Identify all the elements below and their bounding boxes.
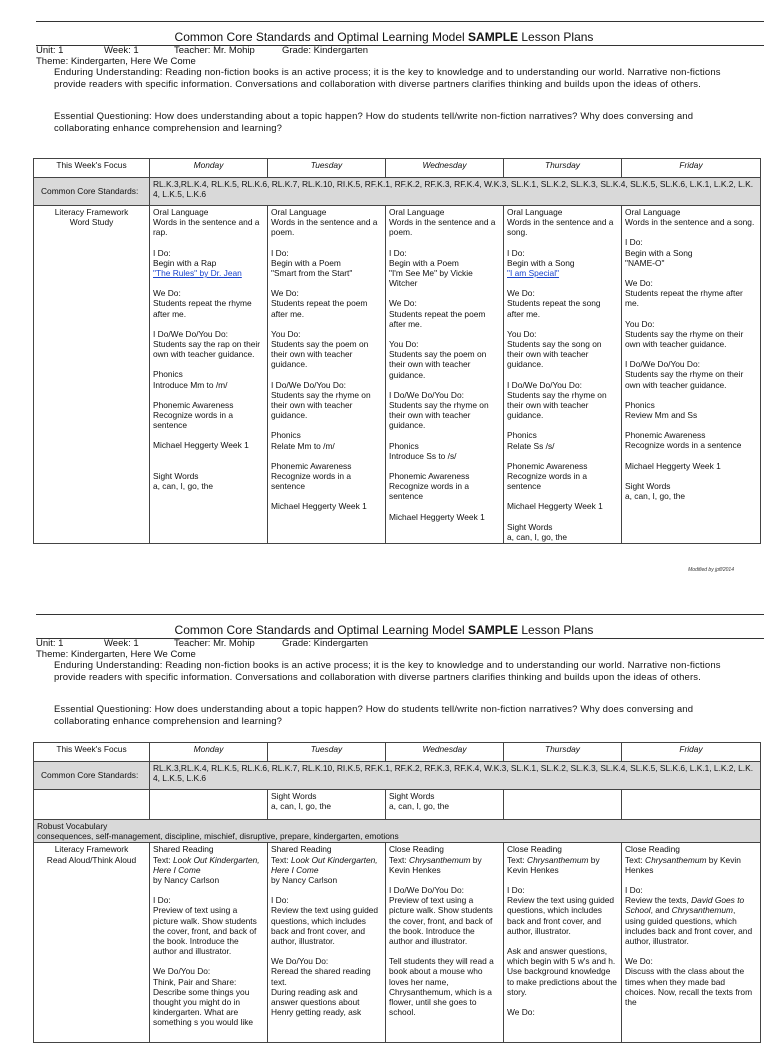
text: Students say the rap on their own with teacher guidance. (153, 339, 261, 360)
text: Students repeat the rhyme after me. (153, 298, 252, 319)
book-title: David Goes to School (625, 895, 745, 916)
text: Phonics (271, 430, 301, 441)
text: Students say the rhyme on their own with teacher guidance. (625, 369, 744, 390)
enduring-understanding: Enduring Understanding: Reading non-fiction books is an active process; it is the key to knowledge and to understanding our world. Narrative non-fictions provide readers with specific information. Conversations and collaboration with diverse partners clarifies thinking and builds upon the ideas of others. (54, 660, 721, 684)
text: Begin with a Poem (389, 257, 459, 268)
header-monday: Monday (150, 159, 268, 178)
text: We Do: (625, 956, 653, 967)
text: Students say the rhyme on their own with teacher guidance. (507, 389, 607, 421)
text: I Do: (153, 895, 171, 906)
lesson-table-2 (33, 742, 761, 1043)
header-wednesday: Wednesday (386, 159, 504, 178)
text: Recognize words in a sentence (625, 440, 742, 451)
text: We Do: (271, 288, 299, 299)
text: We Do: (625, 278, 653, 289)
grade-label: Grade: Kindergarten (282, 45, 369, 56)
text: Phonics (153, 369, 183, 380)
text: Students say the rhyme on their own with teacher guidance. (389, 400, 489, 431)
text: Students say the rhyme on their own with teacher guidance. (271, 389, 371, 421)
text: Begin with a Song (625, 247, 693, 258)
text: Words in the sentence and a song. (625, 217, 755, 228)
vocab-words: consequences, self-management, discipline, mischief, disruptive, prepare, kindergarten, emotions (37, 831, 399, 842)
text: Students say the poem on their own with teacher guidance. (389, 349, 487, 380)
text: Oral Language (389, 207, 445, 217)
text: Recognize words in a sentence (389, 481, 470, 502)
unit-label: Unit: 1 (36, 638, 64, 649)
text: I Do: (625, 885, 643, 896)
text: Oral Language (507, 207, 563, 217)
rap-link[interactable]: "The Rules" by Dr. Jean (153, 268, 242, 279)
theme-line: Theme: Kindergarten, Here We Come (36, 649, 196, 660)
text: We Do/You Do: (271, 956, 329, 967)
text: We Do/You Do: (153, 966, 211, 977)
text: Review the text using guided questions, which includes back and front cover, and author, illustrator. (271, 905, 379, 947)
text: a, can, I, go, the (625, 491, 686, 502)
word-study-thursday (504, 206, 622, 544)
text: I Do: (625, 237, 643, 248)
text: I Do/We Do/You Do: (389, 389, 464, 400)
header-focus: This Week's Focus (34, 743, 150, 762)
text: Words in the sentence and a poem. (389, 217, 496, 238)
text: You Do: (271, 328, 301, 339)
book-title: Chrysanthemum (645, 854, 707, 865)
text: by Kevin Henkes (507, 854, 600, 875)
title-suffix: Lesson Plans (518, 623, 594, 637)
read-aloud-label (34, 843, 150, 1043)
text: by Kevin Henkes (625, 854, 741, 875)
text: We Do: (153, 288, 181, 299)
book-title: Chrysanthemum (527, 854, 589, 865)
standards-list: RL.K.3,RL.K.4, RL.K.5, RL.K.6, RL.K.7, RL.K.10, RI.K.5, RF.K.1, RF.K.2, RF.K.3, RF.K.4, W.K.3, SL.K.1, SL.K.2, SL.K.3, SL.K.4, SL.K.5, SL.K.6, L.K.1, L.K.2, L.K. 4, L.K.5, L.K.6 (150, 178, 761, 206)
text: Oral Language (153, 207, 209, 217)
teacher-label: Teacher: Mr. Mohip (174, 45, 255, 56)
vocabulary-cell (34, 820, 761, 843)
text: Introduce Mm to /m/ (153, 379, 228, 390)
text: Phonemic Awareness (153, 399, 234, 410)
text: Preview of text using a picture walk. Show students the cover, front, and back of the book. Introduce the author and illustrator. (389, 895, 493, 947)
text: Begin with a Rap (153, 257, 217, 268)
header-thursday: Thursday (504, 159, 622, 178)
text: I Do/We Do/You Do: (271, 379, 346, 390)
standards-list: RL.K.3,RL.K.4, RL.K.5, RL.K.6, RL.K.7, RL.K.10, RI.K.5, RF.K.1, RF.K.2, RF.K.3, RF.K.4, W.K.3, SL.K.1, SL.K.2, SL.K.3, SL.K.4, SL.K.5, SL.K.6, L.K.1, L.K.2, L.K. 4, L.K.5, L.K.6 (150, 762, 761, 790)
text: a, can, I, go, the (153, 480, 214, 491)
text: Recognize words in a sentence (507, 471, 588, 492)
text: Sight Words (153, 470, 199, 481)
song-link[interactable]: "I am Special" (507, 268, 560, 279)
sight-words-tuesday (268, 790, 386, 820)
text: Sight Words (625, 480, 671, 491)
read-aloud-label-line1: Literacy Framework (54, 844, 129, 855)
title-prefix: Common Core Standards and Optimal Learning Model (174, 623, 469, 637)
text: Reread the shared reading text. (271, 966, 371, 987)
text: Michael Heggerty Week 1 (153, 440, 249, 451)
text: Preview of text using a picture walk. Show students the cover, front, and back of the book. Introduce the author and illustrator. (153, 905, 257, 957)
text: Phonemic Awareness (507, 460, 588, 471)
text: I Do: (153, 247, 171, 258)
text: Phonemic Awareness (625, 430, 706, 441)
text: Recognize words in a sentence (153, 410, 234, 431)
book-title: Chrysanthemum (671, 905, 734, 916)
standards-row (34, 178, 761, 206)
text: Shared Reading (153, 844, 214, 855)
text: Michael Heggerty Week 1 (625, 460, 721, 471)
word-study-friday (622, 206, 761, 544)
header-thursday: Thursday (504, 743, 622, 762)
text: Sight Words (271, 791, 317, 801)
text: Phonics (389, 440, 419, 451)
empty-cell (504, 790, 622, 820)
grade-label: Grade: Kindergarten (282, 638, 369, 649)
week-label: Week: 1 (104, 638, 139, 649)
text: Text: (153, 854, 174, 865)
essential-questioning: Essential Questioning: How does understanding about a topic happen? How do students tell/write non-fiction narratives? Why does conversing and collaborating enhance comprehension and learning? (54, 704, 694, 728)
text: Michael Heggerty Week 1 (507, 501, 603, 512)
unit-label: Unit: 1 (36, 45, 64, 56)
text: a, can, I, go, the (389, 801, 450, 812)
text: Students repeat the rhyme after me. (625, 288, 743, 309)
header-tuesday: Tuesday (268, 743, 386, 762)
text: by Kevin Henkes (389, 854, 482, 875)
read-aloud-label-line2: Read Aloud/Think Aloud (46, 854, 137, 865)
text: , and (650, 905, 672, 916)
text: Recognize words in a sentence (271, 471, 352, 492)
vocab-label: Robust Vocabulary (37, 821, 108, 831)
text: Begin with a Song (507, 257, 575, 268)
text: Sight Words (389, 791, 435, 801)
text: Text: (389, 854, 410, 865)
text: Michael Heggerty Week 1 (389, 511, 485, 522)
enduring-understanding: Enduring Understanding: Reading non-fiction books is an active process; it is the key to knowledge and to understanding our world. Narrative non-fictions provide readers with specific information. Conversations and collaboration with diverse partners clarifies thinking and builds upon the ideas of others. (54, 67, 721, 91)
title-prefix: Common Core Standards and Optimal Learning Model (174, 30, 469, 44)
text: Relate Mm to /m/ (271, 440, 335, 451)
text: Students repeat the song after me. (507, 298, 601, 319)
header-rule (36, 21, 764, 22)
text: We Do: (507, 1007, 535, 1018)
text: Ask and answer questions, which begin with 5 w's and h. Use background knowledge to make predictions about the story. (507, 946, 617, 997)
week-label: Week: 1 (104, 45, 139, 56)
theme-line: Theme: Kindergarten, Here We Come (36, 56, 196, 67)
text: Review Mm and Ss (625, 410, 698, 421)
text: Words in the sentence and a rap. (153, 217, 260, 238)
text: by Nancy Carlson (153, 875, 220, 886)
text: Shared Reading (271, 844, 332, 855)
title-sample: SAMPLE (468, 30, 519, 44)
text: Review the texts, (625, 895, 692, 906)
title-sample: SAMPLE (468, 623, 519, 637)
header-wednesday: Wednesday (386, 743, 504, 762)
text: Text: (507, 854, 528, 865)
text: You Do: (507, 328, 537, 339)
text: Review the text using guided questions, which includes back and front cover, and author, illustrator. (507, 895, 615, 936)
text: I Do: (271, 895, 289, 906)
text: We Do: (507, 288, 535, 299)
read-aloud-friday (622, 843, 761, 1043)
unit-line (36, 638, 368, 649)
text: Begin with a Poem (271, 257, 341, 268)
text: Text: (271, 854, 292, 865)
header-friday: Friday (622, 743, 761, 762)
table-header-row (34, 159, 761, 178)
text: Students repeat the poem after me. (271, 298, 368, 319)
text: Think, Pair and Share: Describe some things you thought you might do in kindergarten. What are something s you would like (153, 976, 254, 1028)
text: I Do: (389, 247, 407, 258)
standards-label: Common Core Standards: (34, 178, 150, 206)
sight-words-wednesday (386, 790, 504, 820)
sight-words-row (34, 790, 761, 820)
text: , using guided questions, which includes back and front cover, and author, illustrator. (625, 905, 753, 947)
text: Michael Heggerty Week 1 (271, 501, 367, 512)
text: You Do: (625, 318, 655, 329)
text: Students say the poem on their own with teacher guidance. (271, 339, 369, 370)
text: I Do/We Do/You Do: (389, 885, 464, 896)
text: I Do/We Do/You Do: (625, 359, 700, 370)
text: Sight Words (507, 521, 553, 532)
text: "I'm See Me" by Vickie Witcher (389, 268, 473, 289)
text: a, can, I, go, the (507, 531, 568, 542)
header-friday: Friday (622, 159, 761, 178)
title-suffix: Lesson Plans (518, 30, 594, 44)
document-title (0, 623, 768, 637)
text: Tell students they will read a book about a mouse who loves her name, Chrysanthemum, which is a flower, until she goes to school. (389, 956, 494, 1018)
text: Students repeat the poem after me. (389, 308, 486, 329)
teacher-label: Teacher: Mr. Mohip (174, 638, 255, 649)
text: Students say the song on their own with teacher guidance. (507, 339, 602, 370)
table-header-row (34, 743, 761, 762)
header-monday: Monday (150, 743, 268, 762)
header-rule (36, 614, 764, 615)
word-study-label-line1: Literacy Framework (54, 207, 129, 217)
text: We Do: (389, 298, 417, 309)
read-aloud-tuesday (268, 843, 386, 1043)
text: I Do: (507, 885, 525, 896)
standards-row (34, 762, 761, 790)
text: Words in the sentence and a song. (507, 217, 614, 238)
text: Phonics (507, 430, 537, 441)
modified-note: Modified by jpfl/2014 (688, 567, 734, 573)
read-aloud-thursday (504, 843, 622, 1043)
standards-label: Common Core Standards: (34, 762, 150, 790)
text: Words in the sentence and a poem. (271, 217, 378, 238)
lesson-table-1 (33, 158, 761, 544)
text: Students say the rhyme on their own with teacher guidance. (625, 328, 744, 350)
text: I Do/We Do/You Do: (507, 379, 582, 390)
header-focus: This Week's Focus (34, 159, 150, 178)
book-title: Look Out Kindergarten, Here I Come (153, 854, 260, 875)
header-tuesday: Tuesday (268, 159, 386, 178)
text: You Do: (389, 339, 419, 350)
text: "NAME-O" (625, 257, 665, 268)
vocabulary-row (34, 820, 761, 843)
empty-cell (622, 790, 761, 820)
read-aloud-row (34, 843, 761, 1043)
word-study-label-line2: Word Study (69, 217, 114, 228)
text: Close Reading (507, 844, 562, 855)
word-study-row (34, 206, 761, 544)
text: I Do: (271, 247, 289, 258)
document-title (0, 30, 768, 44)
unit-line (36, 45, 368, 56)
empty-cell (150, 790, 268, 820)
book-title: Look Out Kindergarten, Here I Come (271, 854, 378, 875)
text: Close Reading (389, 844, 444, 855)
empty-cell (34, 790, 150, 820)
text: a, can, I, go, the (271, 801, 332, 812)
word-study-label (34, 206, 150, 544)
text: "Smart from the Start" (271, 268, 353, 279)
essential-questioning: Essential Questioning: How does understanding about a topic happen? How do students tell/write non-fiction narratives? Why does conversing and collaborating enhance comprehension and learning? (54, 111, 694, 135)
text: by Nancy Carlson (271, 875, 338, 886)
text: Introduce Ss to /s/ (389, 450, 457, 461)
text: Phonics (625, 399, 655, 410)
text: Relate Ss /s/ (507, 440, 555, 451)
text: Phonemic Awareness (389, 471, 470, 482)
word-study-monday (150, 206, 268, 544)
book-title: Chrysanthemum (409, 854, 471, 865)
text: Close Reading (625, 844, 680, 855)
text: Phonemic Awareness (271, 460, 352, 471)
word-study-tuesday (268, 206, 386, 544)
read-aloud-wednesday (386, 843, 504, 1043)
text: I Do/We Do/You Do: (153, 328, 228, 339)
text: During reading ask and answer questions about Henry getting ready, ask (271, 986, 362, 1018)
read-aloud-monday (150, 843, 268, 1043)
word-study-wednesday (386, 206, 504, 544)
text: Oral Language (271, 207, 327, 217)
text: I Do: (507, 247, 525, 258)
text: Oral Language (625, 207, 681, 217)
text: Discuss with the class about the times when they made bad choices. Now, recall the texts from the (625, 966, 753, 1008)
text: Text: (625, 854, 646, 865)
